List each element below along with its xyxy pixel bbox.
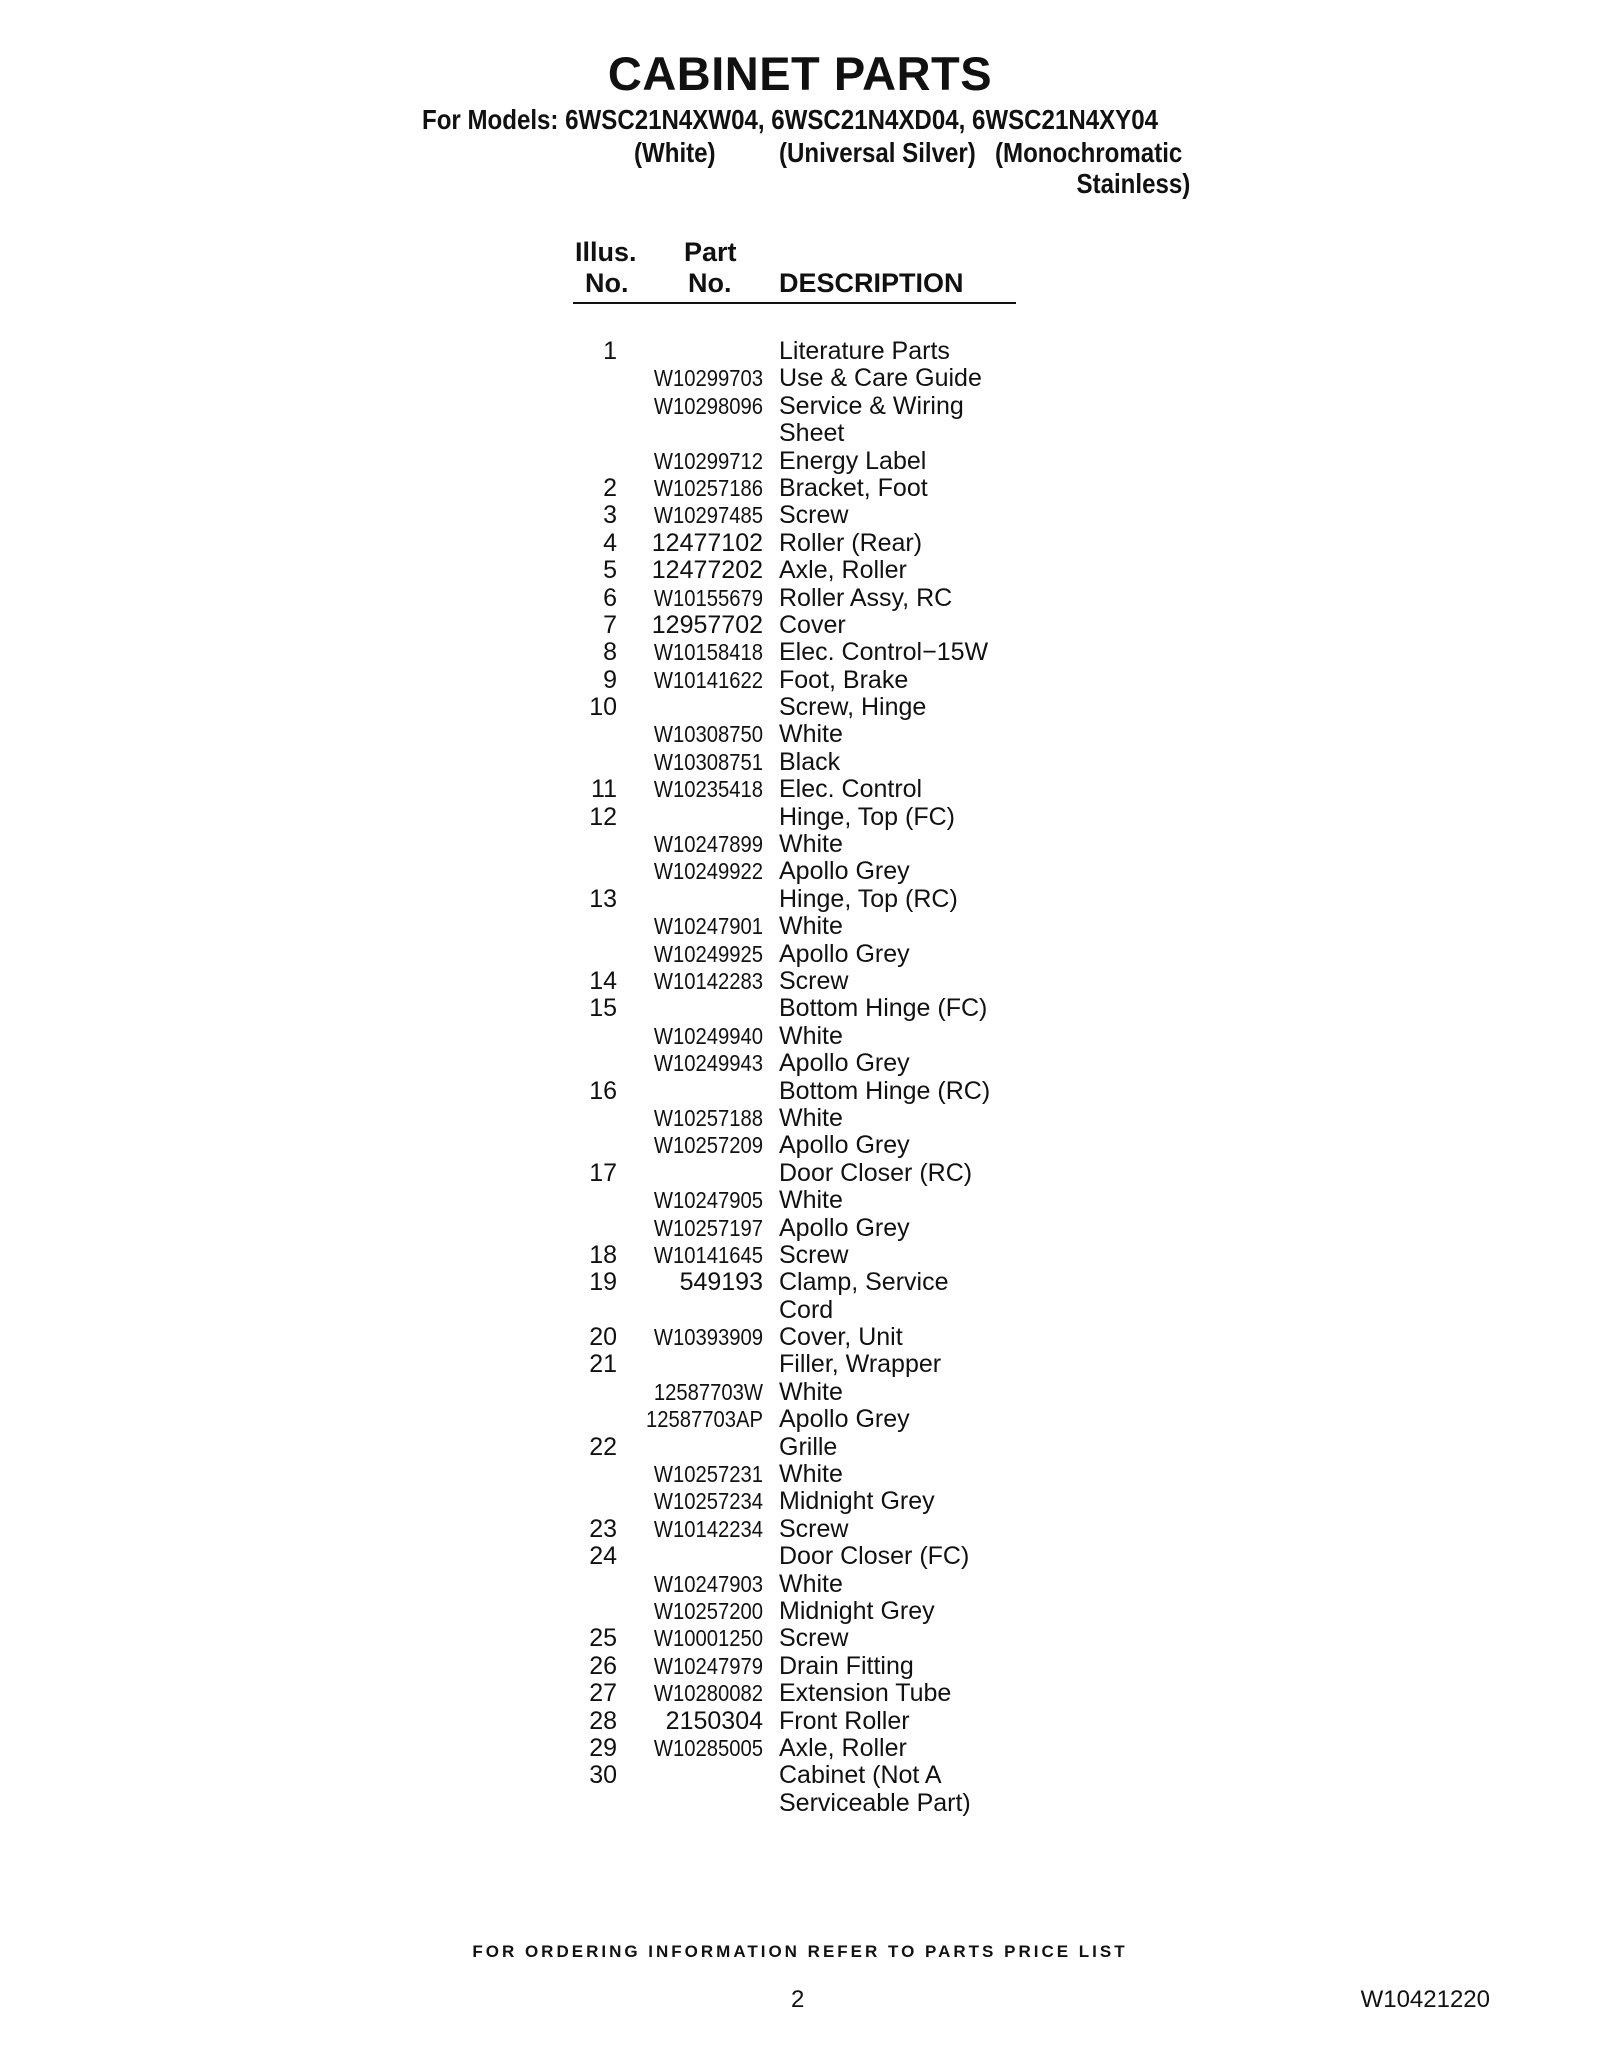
table-row [0,1762,1600,1789]
part-description: Apollo Grey [779,857,910,886]
part-number: W10247979 [653,1652,763,1679]
part-number: W10285005 [653,1734,763,1761]
illus-number: 8 [603,638,617,667]
part-description: Apollo Grey [779,1049,910,1078]
part-description: Apollo Grey [779,1213,910,1242]
illus-number: 4 [603,528,617,557]
part-description: Use & Care Guide [779,364,982,393]
part-number: W10001250 [653,1625,763,1652]
table-row [0,1708,1600,1735]
table-row [0,749,1600,776]
part-description: Black [779,747,841,776]
variant-white: (White) [634,137,716,168]
illus-number: 23 [589,1514,617,1543]
part-description: Drain Fitting [779,1651,914,1680]
header-part-line2: No. [688,268,732,298]
table-row [0,1680,1600,1707]
part-number: W10158418 [653,639,763,666]
header-illus-line1: Illus. [575,237,637,267]
part-description: Screw [779,501,849,530]
part-description: Apollo Grey [779,939,910,968]
part-description: Hinge, Top (RC) [779,884,958,913]
part-number: W10298096 [653,392,763,419]
part-description: Sheet [779,419,845,448]
part-description: Clamp, Service [779,1268,949,1297]
table-row [0,1379,1600,1406]
illus-number: 26 [589,1651,617,1680]
part-description: White [779,912,843,941]
part-description: Door Closer (FC) [779,1542,970,1571]
part-number: W10280082 [653,1680,763,1707]
table-row [0,1050,1600,1077]
part-description: Cover, Unit [779,1323,903,1352]
illus-number: 29 [589,1733,617,1762]
part-description: Cover [779,610,846,639]
table-row [0,448,1600,475]
part-number: W10247899 [653,831,763,858]
illus-number: 6 [603,583,617,612]
part-description: Apollo Grey [779,1131,910,1160]
table-row [0,585,1600,612]
part-number: W10249925 [653,940,763,967]
table-row [0,995,1600,1022]
illus-number: 30 [589,1761,617,1790]
part-description: White [779,1460,843,1489]
table-row [0,1625,1600,1652]
illus-number: 11 [591,775,617,804]
part-description: White [779,1569,843,1598]
table-row [0,1543,1600,1570]
part-number: 12477202 [651,556,763,585]
part-description: Screw [779,1240,849,1269]
table-row [0,667,1600,694]
part-number: W10155679 [653,584,763,611]
illus-number: 1 [603,337,617,365]
part-number: W10257188 [653,1104,763,1131]
table-row [0,1324,1600,1351]
table-row [0,530,1600,557]
part-description: Grille [779,1432,838,1461]
illus-number: 14 [589,966,617,995]
illus-number: 13 [589,884,617,913]
part-description: Bottom Hinge (FC) [779,994,988,1023]
header-illus-line2: No. [585,268,629,298]
part-description: White [779,720,843,749]
table-row [0,1078,1600,1105]
illus-number: 5 [603,556,617,585]
table-row [0,1790,1600,1817]
part-description: Door Closer (RC) [779,1158,973,1187]
table-row [0,1461,1600,1488]
part-description: Bracket, Foot [779,473,928,502]
table-row [0,557,1600,584]
table-row [0,1516,1600,1543]
illus-number: 17 [589,1158,617,1187]
page-number: 2 [791,1986,805,2013]
table-row [0,804,1600,831]
part-number: W10257197 [653,1214,763,1241]
table-row [0,1406,1600,1433]
part-number: W10257186 [653,474,763,501]
table-row [0,694,1600,721]
part-description: Roller (Rear) [779,528,923,557]
models-line: For Models: 6WSC21N4XW04, 6WSC21N4XD04, 6WSC21N4XY04 [422,104,1159,135]
illus-number: 27 [589,1679,617,1708]
table-row [0,968,1600,995]
table-row [0,338,1600,365]
table-row [0,886,1600,913]
part-number: 12587703AP [645,1406,763,1433]
illus-number: 20 [589,1323,617,1352]
part-number: W10299712 [653,447,763,474]
part-description: White [779,1186,843,1215]
part-description: Literature Parts [779,337,950,365]
part-number: W10142234 [653,1515,763,1542]
part-description: Axle, Roller [779,1733,907,1762]
part-description: Front Roller [779,1706,910,1735]
part-number: W10141645 [653,1241,763,1268]
table-row [0,858,1600,885]
part-number: 12477102 [651,528,763,557]
variant-monochromatic: (Monochromatic [995,137,1183,168]
part-number: W10257209 [653,1132,763,1159]
table-row [0,612,1600,639]
part-number: W10247901 [653,913,763,940]
part-description: Bottom Hinge (RC) [779,1076,991,1105]
table-row [0,475,1600,502]
part-description: Filler, Wrapper [779,1350,942,1379]
part-number: W10249940 [653,1022,763,1049]
part-number: W10141622 [653,666,763,693]
part-description: Elec. Control−15W [779,638,989,667]
header-description: DESCRIPTION [779,268,964,298]
table-row [0,1132,1600,1159]
part-description: Serviceable Part) [779,1788,971,1817]
part-number: W10308750 [653,721,763,748]
table-row [0,1023,1600,1050]
part-description: White [779,1377,843,1406]
part-number: W10247905 [653,1187,763,1214]
table-row [0,721,1600,748]
part-number: W10257231 [653,1461,763,1488]
part-description: Foot, Brake [779,665,909,694]
variant-universal-silver: (Universal Silver) [779,137,976,168]
part-description: White [779,1103,843,1132]
illus-number: 24 [589,1542,617,1571]
part-number: W10257200 [653,1597,763,1624]
illus-number: 16 [589,1076,617,1105]
illus-number: 12 [589,802,617,831]
table-row [0,639,1600,666]
table-row [0,1187,1600,1214]
illus-number: 19 [589,1268,617,1297]
table-row [0,1269,1600,1296]
table-row [0,1351,1600,1378]
part-number: W10247903 [653,1570,763,1597]
illus-number: 3 [603,501,617,530]
part-description: Roller Assy, RC [779,583,953,612]
table-row [0,393,1600,420]
table-row [0,1160,1600,1187]
illus-number: 2 [603,473,617,502]
table-row [0,1571,1600,1598]
part-number: W10393909 [653,1324,763,1351]
part-number: 2150304 [665,1706,763,1735]
variant-monochromatic-stainless: Stainless) [1076,168,1190,199]
table-row [0,831,1600,858]
part-description: Energy Label [779,446,927,475]
part-description: Screw [779,966,849,995]
table-row [0,502,1600,529]
table-row [0,1242,1600,1269]
part-number: W10142283 [653,967,763,994]
part-description: Elec. Control [779,775,923,804]
table-row [0,913,1600,940]
part-number: W10249943 [653,1050,763,1077]
part-description: White [779,1021,843,1050]
part-description: White [779,830,843,859]
table-row [0,1598,1600,1625]
part-description: Midnight Grey [779,1487,935,1516]
part-description: Screw, Hinge [779,693,927,722]
document-number: W10421220 [1360,1986,1490,2013]
illus-number: 21 [589,1350,617,1379]
part-number: 549193 [679,1268,763,1297]
part-description: Axle, Roller [779,556,907,585]
part-number: W10299703 [653,365,763,392]
part-number: W10257234 [653,1488,763,1515]
part-description: Midnight Grey [779,1596,935,1625]
part-description: Hinge, Top (FC) [779,802,955,831]
illus-number: 25 [589,1624,617,1653]
part-description: Screw [779,1514,849,1543]
header-part-line1: Part [684,237,737,267]
page-title: CABINET PARTS [607,47,993,100]
table-row [0,1434,1600,1461]
table-row [0,365,1600,392]
parts-table [0,338,1600,1817]
illus-number: 18 [589,1240,617,1269]
table-row [0,420,1600,447]
part-number: W10297485 [653,502,763,529]
illus-number: 15 [589,994,617,1023]
illus-number: 28 [589,1706,617,1735]
illus-number: 22 [589,1432,617,1461]
part-description: Service & Wiring [779,391,964,420]
part-number: W10235418 [653,776,763,803]
table-row [0,1105,1600,1132]
table-row [0,941,1600,968]
header-rule [573,302,1016,304]
table-row [0,1653,1600,1680]
part-description: Cabinet (Not A [779,1761,942,1790]
part-number: 12587703W [653,1378,763,1405]
part-description: Extension Tube [779,1679,952,1708]
table-row [0,1215,1600,1242]
part-number: 12957702 [651,610,763,639]
part-description: Cord [779,1295,834,1324]
part-description: Apollo Grey [779,1405,910,1434]
part-number: W10308751 [653,748,763,775]
illus-number: 9 [603,665,617,694]
table-row [0,1488,1600,1515]
table-row [0,1735,1600,1762]
illus-number: 7 [603,610,617,639]
table-row [0,1297,1600,1324]
illus-number: 10 [589,693,617,722]
part-description: Screw [779,1624,849,1653]
table-row [0,776,1600,803]
part-number: W10249922 [653,858,763,885]
ordering-note: FOR ORDERING INFORMATION REFER TO PARTS PRICE LIST [472,1942,1128,1961]
